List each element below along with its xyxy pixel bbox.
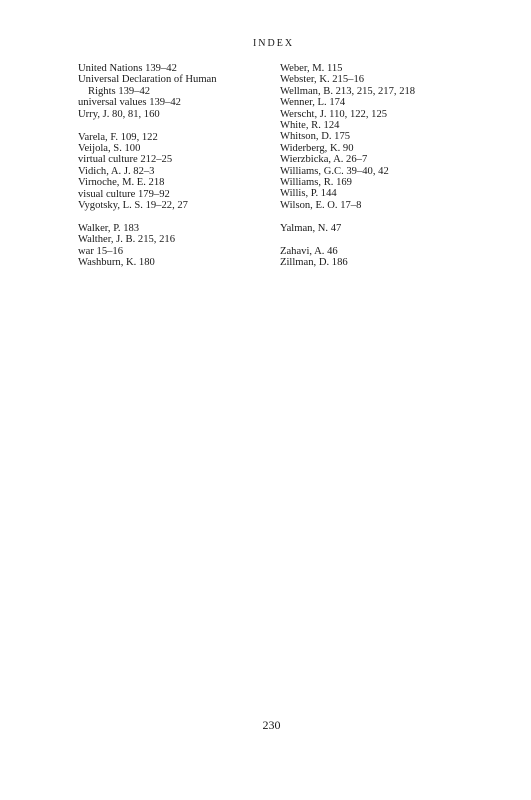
index-group-y (280, 223, 480, 234)
index-entry: Zahavi, A. 46 (280, 245, 338, 257)
index-entry: Varela, F. 109, 122 (78, 131, 158, 143)
index-entry: war 15–16 (78, 245, 124, 257)
index-entry: Vidich, A. J. 82–3 (78, 165, 155, 177)
index-group-w-left (78, 223, 268, 269)
index-entry-continuation: Rights 139–42 (88, 85, 151, 97)
index-entry: Zillman, D. 186 (280, 257, 348, 269)
index-entry: Wierzbicka, A. 26–7 (280, 154, 368, 166)
index-entry: Williams, R. 169 (280, 177, 352, 189)
index-entry: Virnoche, M. E. 218 (78, 177, 165, 189)
index-entry: Wenner, L. 174 (280, 97, 346, 109)
index-entry: visual culture 179–92 (78, 188, 170, 200)
index-group-v (78, 132, 268, 212)
page-number: 230 (262, 718, 281, 732)
index-entry: Universal Declaration of Human (78, 74, 217, 86)
index-entry: Wellman, B. 213, 215, 217, 218 (280, 85, 416, 97)
index-group-w-right (280, 63, 480, 211)
index-entry: Washburn, K. 180 (78, 257, 155, 269)
index-entry: Webster, K. 215–16 (280, 74, 365, 86)
index-entry: Williams, G.C. 39–40, 42 (280, 165, 389, 177)
index-column-left (78, 63, 268, 280)
index-entry: Yalman, N. 47 (280, 222, 342, 234)
index-entry: Werscht, J. 110, 122, 125 (280, 108, 388, 120)
index-entry: virtual culture 212–25 (78, 154, 173, 166)
index-entry: Walther, J. B. 215, 216 (78, 234, 175, 246)
index-entry: Vygotsky, L. S. 19–22, 27 (78, 200, 188, 212)
index-entry: Urry, J. 80, 81, 160 (78, 108, 160, 120)
index-entry: Veijola, S. 100 (78, 143, 141, 155)
index-entry: Weber, M. 115 (280, 63, 343, 74)
index-entry: Willis, P. 144 (280, 188, 337, 200)
running-header: INDEX (252, 38, 295, 49)
index-entry: universal values 139–42 (78, 97, 181, 109)
index-entry: United Nations 139–42 (78, 63, 177, 74)
index-group-z (280, 246, 480, 269)
index-entry: Widerberg, K. 90 (280, 142, 354, 154)
index-entry: White, R. 124 (280, 120, 340, 132)
index-entry: Wilson, E. O. 17–8 (280, 199, 362, 211)
index-column-right (280, 63, 480, 280)
index-group-u (78, 63, 268, 120)
index-entry: Walker, P. 183 (78, 223, 140, 235)
index-entry: Whitson, D. 175 (280, 131, 351, 143)
